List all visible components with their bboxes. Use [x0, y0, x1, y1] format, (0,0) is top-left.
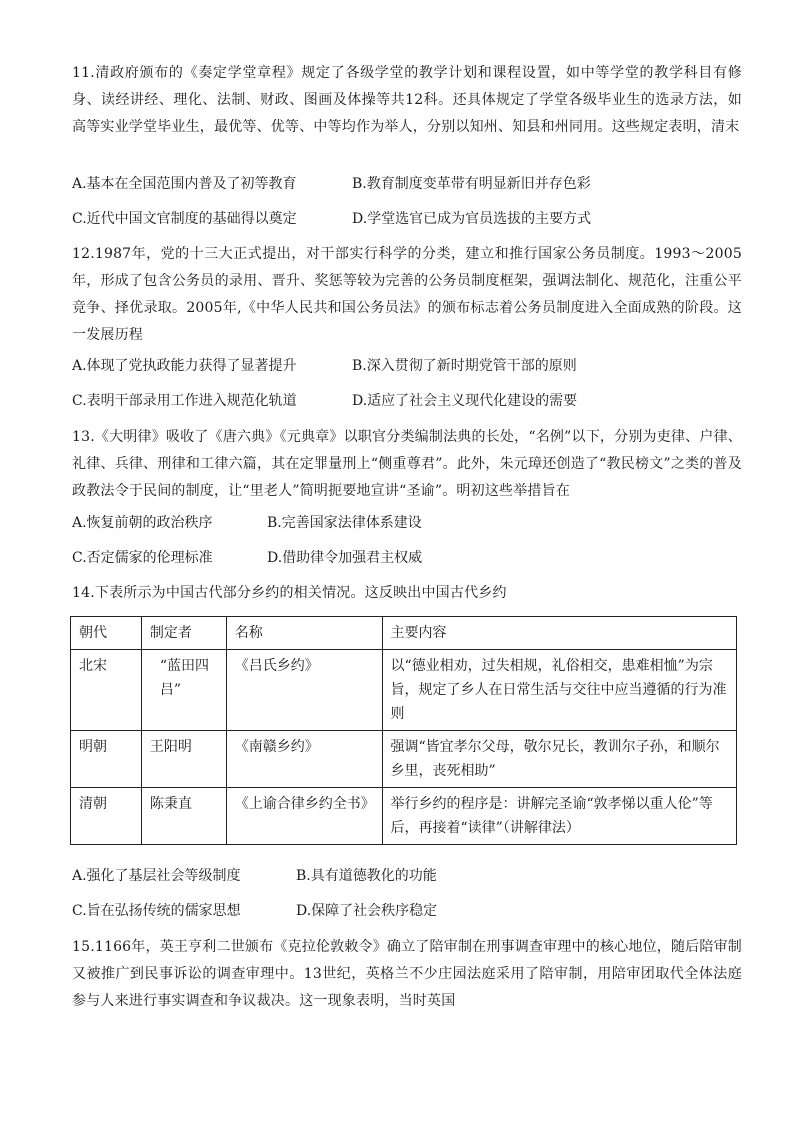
- table-row: [71, 650, 737, 731]
- question-14-option-a: A.强化了基层社会等级制度: [72, 868, 241, 884]
- table-header-cell: 朝代: [71, 617, 142, 650]
- table-cell: 以“德业相劝，过失相规，礼俗相交，患难相恤”为宗旨，规定了乡人在日常生活与交往中应当遵循的行为准则: [382, 650, 737, 731]
- table-header-cell: 制定者: [141, 617, 226, 650]
- table-cell: 《吕氏乡约》: [226, 650, 382, 731]
- question-12-option-b: B.深入贯彻了新时期党管干部的原则: [352, 358, 577, 374]
- question-11-stem: 11.清政府颁布的《奏定学堂章程》规定了各级学堂的教学计划和课程设置，如中等学堂的教学科目有修身、读经讲经、理化、法制、财政、图画及体操等共12科。还具体规定了学堂各级毕业生的选录方法，如高等实业学堂毕业生，最优等、优等、中等均作为举人，分别以知州、知县和州同用。这些规定表明，清末: [72, 65, 742, 135]
- table-cell: 北宋: [71, 650, 142, 731]
- table-header-row: [71, 617, 737, 650]
- table-cell: 《南赣乡约》: [226, 731, 382, 788]
- table-cell: 明朝: [71, 731, 142, 788]
- question-11-option-a: A.基本在全国范围内普及了初等教育: [72, 176, 297, 192]
- question-12-option-c: C.表明干部录用工作进入规范化轨道: [72, 393, 297, 409]
- question-12-stem: 12.1987年，党的十三大正式提出，对干部实行科学的分类，建立和推行国家公务员制度。1993～2005年，形成了包含公务员的录用、晋升、奖惩等较为完善的公务员制度框架，强调法制化、规范化，注重公平竞争、择优录取。2005年,《中华人民共和国公务员法》的颁布标志着公务员制度进入全面成熟的阶段。这一发展历程: [72, 246, 742, 343]
- question-13-option-a: A.恢复前朝的政治秩序: [72, 515, 213, 531]
- township-compact-table: [70, 616, 737, 845]
- question-14-stem: 14.下表所示为中国古代部分乡约的相关情况。这反映出中国古代乡约: [72, 585, 507, 601]
- table-cell: 举行乡约的程序是：讲解完圣谕“敦孝悌以重人伦”等后，再接着“读律”（讲解律法）: [382, 788, 737, 845]
- table-row: [71, 788, 737, 845]
- question-12-option-d: D.适应了社会主义现代化建设的需要: [352, 393, 578, 409]
- table-cell: 清朝: [71, 788, 142, 845]
- question-11-option-c: C.近代中国文官制度的基础得以奠定: [72, 211, 297, 227]
- question-13-stem: 13.《大明律》吸收了《唐六典》《元典章》以职官分类编制法典的长处，“名例”以下，分别为吏律、户律、礼律、兵律、刑律和工律六篇，其在定罪量刑上“侧重尊君”。此外，朱元璋还创造了“教民榜文”之类的普及政教法令于民间的制度，让“里老人”简明扼要地宣讲“圣谕”。明初这些举措旨在: [72, 429, 742, 499]
- question-15-stem: 15.1166年，英王亨利二世颁布《克拉伦敦敕令》确立了陪审制在刑事调查审理中的核心地位，随后陪审制又被推广到民事诉讼的调查审理中。13世纪，英格兰不少庄园法庭采用了陪审制，用陪审团取代全体法庭参与人来进行事实调查和争议裁决。这一现象表明，当时英国: [72, 939, 742, 1009]
- question-14-option-b: B.具有道德教化的功能: [296, 868, 437, 884]
- question-11-option-b: B.教育制度变革带有明显新旧并存色彩: [352, 176, 591, 192]
- table-cell: 强调“皆宜孝尔父母，敬尔兄长，教训尔子孙，和顺尔乡里，丧死相助”: [382, 731, 737, 788]
- question-13-option-c: C.否定儒家的伦理标准: [72, 550, 213, 566]
- table-cell: 陈秉直: [141, 788, 226, 845]
- question-14-option-c: C.旨在弘扬传统的儒家思想: [72, 903, 241, 919]
- question-13-option-d: D.借助律令加强君主权威: [267, 550, 423, 566]
- table-row: [71, 731, 737, 788]
- table-header-cell: 名称: [226, 617, 382, 650]
- table-header-cell: 主要内容: [382, 617, 737, 650]
- question-11-option-d: D.学堂选官已成为官员选拔的主要方式: [352, 211, 592, 227]
- question-14-option-d: D.保障了社会秩序稳定: [296, 903, 438, 919]
- table-cell: 王阳明: [141, 731, 226, 788]
- question-13-option-b: B.完善国家法律体系建设: [267, 515, 422, 531]
- table-cell: “蓝田四吕”: [141, 650, 226, 731]
- table-cell: 《上谕合律乡约全书》: [226, 788, 382, 845]
- question-12-option-a: A.体现了党执政能力获得了显著提升: [72, 358, 297, 374]
